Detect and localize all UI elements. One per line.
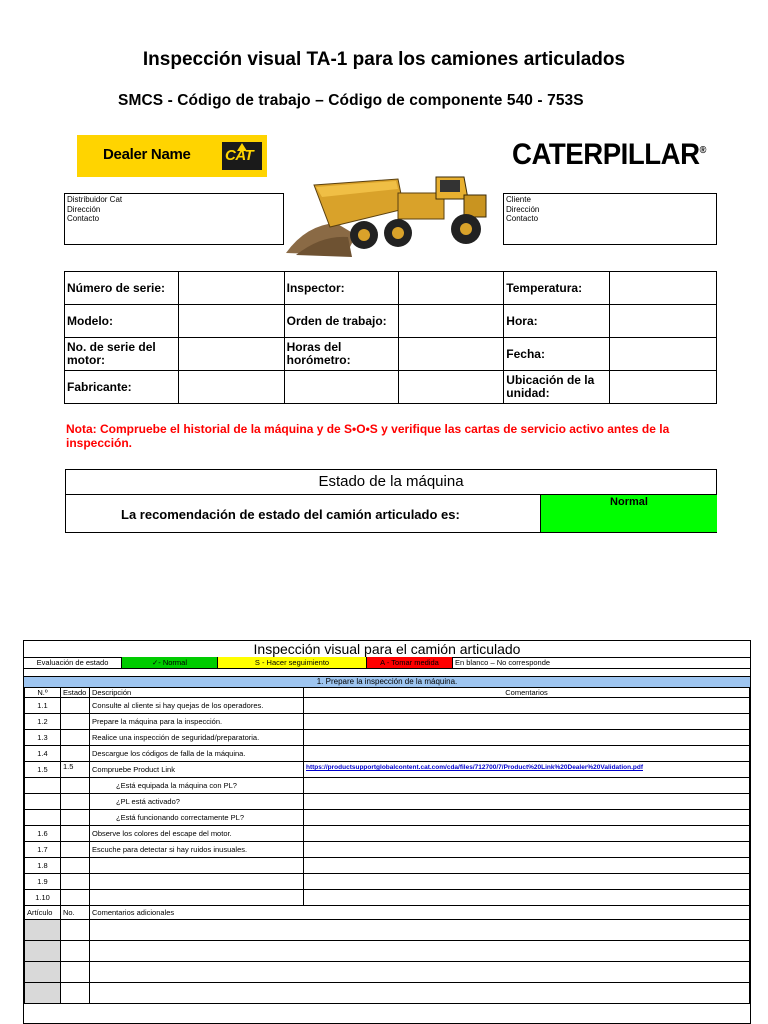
item-desc: ¿PL está activado?: [90, 794, 304, 810]
legend-normal: ✓- Normal: [122, 657, 218, 668]
cat-badge-text: CAT: [225, 147, 254, 164]
additional-no[interactable]: [61, 983, 90, 1004]
client-line: Contacto: [506, 214, 539, 223]
legend-blank: En blanco – No corresponde: [455, 658, 551, 667]
work-order-field[interactable]: [398, 305, 504, 338]
date-label: Fecha:: [504, 338, 610, 371]
unit-location-field[interactable]: [610, 371, 717, 404]
inspection-sheet: [23, 640, 751, 1024]
item-desc: [90, 890, 304, 906]
table-row: [25, 874, 750, 890]
item-estado[interactable]: [61, 778, 90, 794]
item-estado[interactable]: [61, 842, 90, 858]
item-num: 1.1: [25, 698, 61, 714]
item-desc: Compruebe Product Link: [90, 762, 304, 778]
unit-location-label: Ubicación de la unidad:: [504, 371, 610, 404]
item-num: 1.10: [25, 890, 61, 906]
time-field[interactable]: [610, 305, 717, 338]
item-estado[interactable]: [61, 890, 90, 906]
registered-mark: ®: [699, 145, 706, 156]
inspector-label: Inspector:: [284, 272, 398, 305]
item-desc: Prepare la máquina para la inspección.: [90, 714, 304, 730]
table-row: [25, 714, 750, 730]
status-recommendation: La recomendación de estado del camión articulado es:: [121, 507, 460, 522]
item-comment[interactable]: [304, 698, 750, 714]
item-num: [25, 778, 61, 794]
table-row: [25, 698, 750, 714]
item-num: 1.3: [25, 730, 61, 746]
item-num: 1.7: [25, 842, 61, 858]
table-row: [25, 730, 750, 746]
additional-articulo[interactable]: [25, 941, 61, 962]
info-row: [65, 338, 717, 371]
item-num: 1.2: [25, 714, 61, 730]
model-field[interactable]: [178, 305, 284, 338]
serial-field[interactable]: [178, 272, 284, 305]
table-row: [25, 890, 750, 906]
page-title: Inspección visual TA-1 para los camiones articulados: [142, 49, 626, 70]
item-num: 1.8: [25, 858, 61, 874]
client-info-box[interactable]: [503, 193, 717, 245]
caterpillar-logo: [512, 138, 706, 172]
item-comment[interactable]: [304, 730, 750, 746]
item-comment[interactable]: [304, 794, 750, 810]
time-label: Hora:: [504, 305, 610, 338]
item-estado[interactable]: [61, 810, 90, 826]
table-row: [25, 826, 750, 842]
col-num: N.º: [25, 688, 61, 698]
item-num: [25, 794, 61, 810]
additional-comment[interactable]: [90, 962, 750, 983]
manufacturer-label: Fabricante:: [65, 371, 179, 404]
item-comment[interactable]: [304, 714, 750, 730]
table-row: [25, 810, 750, 826]
item-comment[interactable]: [304, 890, 750, 906]
dealer-line: Distribuidor Cat: [67, 195, 123, 204]
item-desc: [90, 858, 304, 874]
legend-label: Evaluación de estado: [24, 657, 122, 668]
additional-row: [25, 962, 750, 983]
col-additional-comments: Comentarios adicionales: [90, 906, 750, 920]
hour-meter-label: Horas del horómetro:: [284, 338, 398, 371]
machine-status-box: [65, 469, 717, 533]
dealer-line: Dirección: [67, 204, 101, 214]
item-estado[interactable]: [61, 698, 90, 714]
additional-comment[interactable]: [90, 983, 750, 1004]
item-estado[interactable]: [61, 874, 90, 890]
hour-meter-field[interactable]: [398, 338, 504, 371]
wheel-hub: [392, 227, 404, 239]
engine-serial-field[interactable]: [178, 338, 284, 371]
engine-serial-label: No. de serie del motor:: [65, 338, 179, 371]
product-link[interactable]: https://productsupportglobalcontent.cat.com/cda/files/712700/7/Product%20Link%20Dealer%20Validation.pdf: [306, 764, 643, 771]
additional-row: [25, 941, 750, 962]
item-desc: Descargue los códigos de falla de la máquina.: [90, 746, 304, 762]
machine-info-table: [64, 271, 717, 404]
item-desc: Escuche para detectar si hay ruidos inusuales.: [90, 842, 304, 858]
item-desc: [90, 874, 304, 890]
product-link-url[interactable]: [304, 762, 750, 778]
item-estado[interactable]: [61, 730, 90, 746]
additional-no[interactable]: [61, 920, 90, 941]
table-row: [25, 842, 750, 858]
table-row: [25, 794, 750, 810]
client-line: Dirección: [506, 204, 540, 214]
table-row: [25, 858, 750, 874]
item-estado[interactable]: [61, 858, 90, 874]
item-estado[interactable]: [61, 714, 90, 730]
temperature-field[interactable]: [610, 272, 717, 305]
info-row: [65, 305, 717, 338]
serial-label: Número de serie:: [65, 272, 179, 305]
item-comment[interactable]: [304, 858, 750, 874]
dealer-line: Contacto: [67, 214, 100, 223]
additional-row: [25, 983, 750, 1004]
additional-row: [25, 920, 750, 941]
inspector-field[interactable]: [398, 272, 504, 305]
legend-follow-up: S - Hacer seguimiento: [218, 657, 367, 668]
col-no: No.: [61, 906, 90, 920]
table-row: [25, 762, 750, 778]
manufacturer-field[interactable]: [178, 371, 284, 404]
inspection-title: Inspección visual para el camión articulado: [24, 641, 750, 658]
item-num: 1.9: [25, 874, 61, 890]
additional-no[interactable]: [61, 962, 90, 983]
client-line: Cliente: [506, 195, 531, 204]
additional-comment[interactable]: [90, 941, 750, 962]
col-desc: Descripción: [90, 688, 304, 698]
item-estado[interactable]: [61, 826, 90, 842]
item-comment[interactable]: [304, 746, 750, 762]
item-estado[interactable]: [61, 746, 90, 762]
work-order-label: Orden de trabajo:: [284, 305, 398, 338]
item-estado[interactable]: [61, 794, 90, 810]
dealer-logo: [77, 135, 267, 177]
info-row: [65, 272, 717, 305]
info-row: [65, 371, 717, 404]
item-num: [25, 810, 61, 826]
additional-no[interactable]: [61, 941, 90, 962]
dealer-info-box[interactable]: [64, 193, 284, 245]
table-row: [25, 778, 750, 794]
col-estado: Estado: [61, 688, 90, 698]
note-text: Nota: Compruebe el historial de la máquina y de S•O•S y verifique las cartas de servicio activo antes de la inspección.: [66, 422, 670, 450]
cab-window: [440, 180, 460, 192]
item-num: 1.5: [25, 762, 61, 778]
item-estado[interactable]: 1.5: [61, 762, 90, 778]
item-desc: ¿Está funcionando correctamente PL?: [90, 810, 304, 826]
additional-articulo[interactable]: [25, 920, 61, 941]
item-desc: Observe los colores del escape del motor.: [90, 826, 304, 842]
caterpillar-logo-text: CATERPILLAR: [512, 138, 700, 171]
item-desc: Realice una inspección de seguridad/preparatoria.: [90, 730, 304, 746]
status-value[interactable]: Normal: [540, 495, 717, 532]
column-header-row: [25, 688, 750, 698]
item-comment[interactable]: [304, 842, 750, 858]
item-desc: Consulte al cliente si hay quejas de los operadores.: [90, 698, 304, 714]
item-num: 1.4: [25, 746, 61, 762]
col-articulo: Artículo: [25, 906, 61, 920]
wheel-hub: [358, 229, 370, 241]
date-field[interactable]: [610, 338, 717, 371]
model-label: Modelo:: [65, 305, 179, 338]
item-comment[interactable]: [304, 778, 750, 794]
table-row: [25, 746, 750, 762]
truck-engine: [464, 195, 486, 217]
item-comment[interactable]: [304, 874, 750, 890]
item-desc: ¿Está equipada la máquina con PL?: [90, 778, 304, 794]
page-subtitle: SMCS - Código de trabajo – Código de componente 540 - 753S: [118, 92, 584, 109]
legend-action: A - Tomar medida: [367, 657, 453, 668]
articulated-truck-image: [286, 165, 492, 261]
additional-header-row: [25, 906, 750, 920]
col-comments: Comentarios: [304, 688, 750, 698]
additional-articulo[interactable]: [25, 962, 61, 983]
empty-cell: [284, 371, 398, 404]
temperature-label: Temperatura:: [504, 272, 610, 305]
machine-status-title: Estado de la máquina: [66, 470, 716, 495]
section-header: 1. Prepare la inspección de la máquina.: [24, 676, 750, 688]
additional-articulo[interactable]: [25, 983, 61, 1004]
empty-field[interactable]: [398, 371, 504, 404]
inspection-table: [24, 687, 750, 1004]
legend-row: [24, 657, 750, 669]
item-comment[interactable]: [304, 810, 750, 826]
item-num: 1.6: [25, 826, 61, 842]
cat-badge-logo: [222, 142, 262, 170]
dealer-logo-text: Dealer Name: [103, 146, 191, 163]
additional-comment[interactable]: [90, 920, 750, 941]
wheel-hub: [460, 223, 472, 235]
item-comment[interactable]: [304, 826, 750, 842]
